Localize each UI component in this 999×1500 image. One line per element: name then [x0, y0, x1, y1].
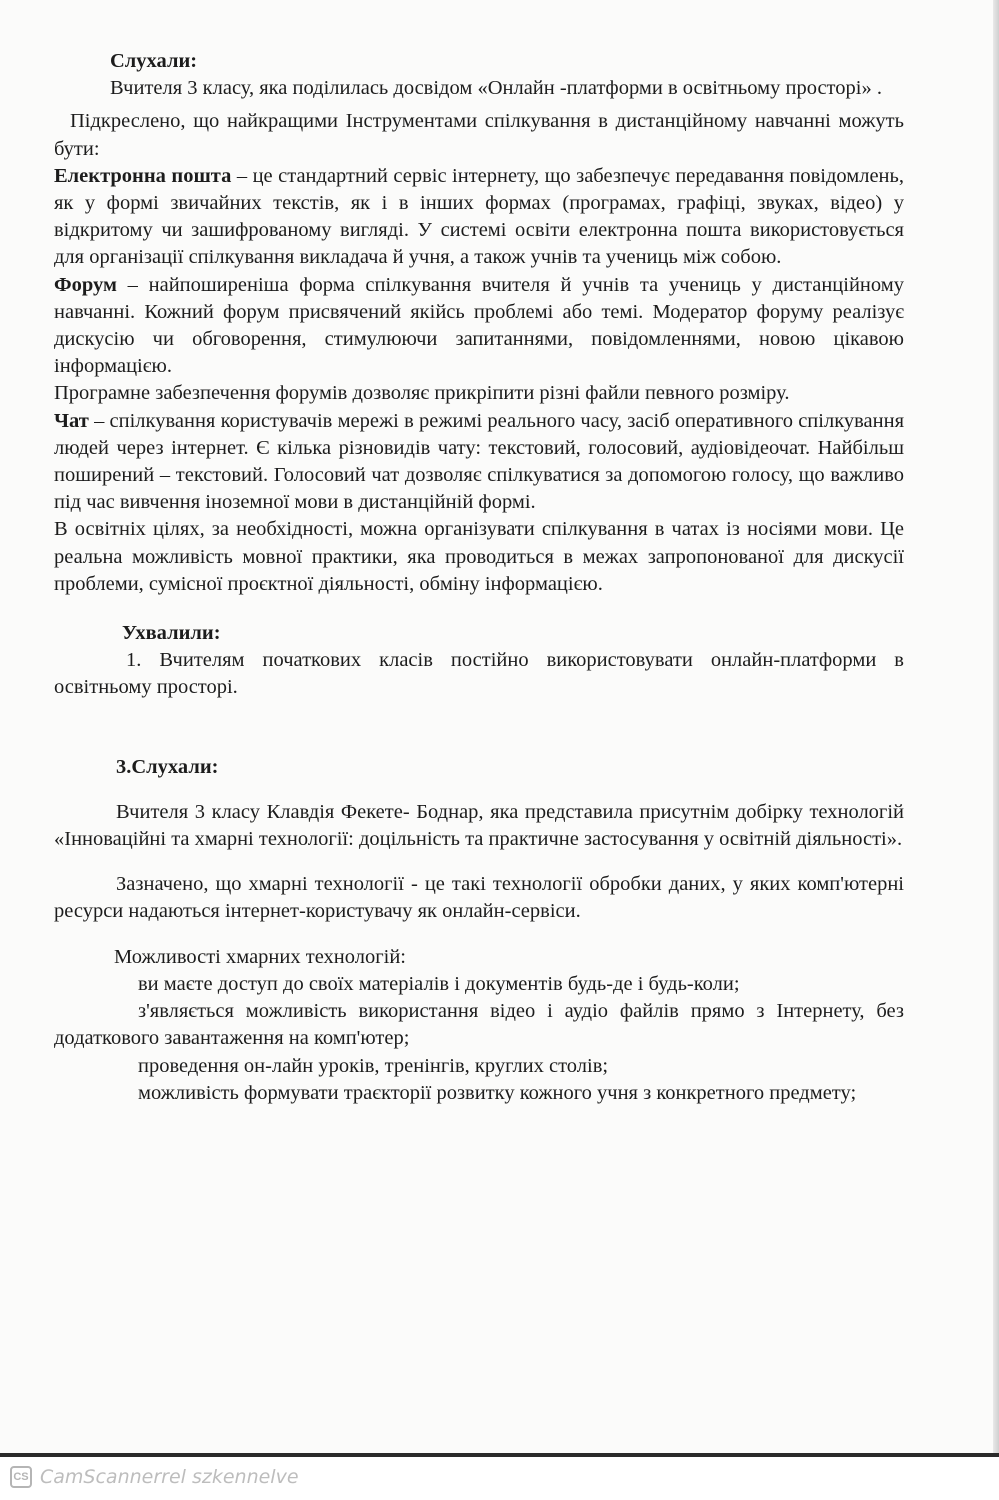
chat-paragraph	[54, 408, 904, 517]
capability-item	[54, 971, 904, 998]
email-term: Електронна пошта	[54, 164, 232, 187]
section-1-paragraph-1	[54, 75, 904, 102]
chat-education-paragraph	[54, 516, 904, 598]
forum-paragraph	[54, 272, 904, 381]
capability-item-1-text: ви маєте доступ до своїх матеріалів і документів будь-де і будь-коли;	[138, 972, 740, 995]
chat-education-text: В освітніх цілях, за необхідності, можна організувати спілкування в чатах із носіями мови. Це реальна можливість мовної практики, яка проводиться в межах запропонованої для дискусії проблеми, сумісної проєктної діяльності, обміну інформацією.	[54, 518, 904, 595]
email-description: – це стандартний сервіс інтернету, що забезпечує передавання повідомлень, як у формі звичайних текстів, як і в інших формах (програмах, графіці, звуках, відео) у відкритому чи зашифрованому вигляді. У системі освіти електронна пошта використовується для організації спілкування викладача й учня, а також учнів та учениць між собою.	[54, 164, 904, 269]
capability-item-2-text: з'являється можливість використання відео і аудіо файлів прямо з Інтернету, без додаткового завантаження на комп'ютер;	[54, 1000, 904, 1050]
spacer	[54, 781, 904, 799]
section-1-paragraph-1-text: Вчителя 3 класу, яка поділилась досвідом «Онлайн -платформи в освітньому просторі» .	[110, 77, 882, 100]
section-1-heading-text: Слухали:	[110, 50, 198, 72]
camscanner-logo-icon: CS	[10, 1466, 32, 1488]
spacer	[54, 598, 904, 620]
resolved-item-1-text: 1. Вчителям початкових класів постійно використовувати онлайн-платформи в освітньому просторі.	[54, 649, 904, 699]
resolved-heading-text: Ухвалили:	[122, 622, 221, 645]
section-3-paragraph-2-text: Зазначено, що хмарні технології - це такі технології обробки даних, у яких комп'ютерні ресурси надаються інтернет-користувачу як онлайн-сервіси.	[54, 873, 904, 923]
scanner-footer	[0, 1458, 999, 1500]
section-1-heading	[54, 48, 904, 75]
resolved-heading	[54, 620, 904, 647]
capabilities-heading	[54, 944, 904, 971]
section-1-paragraph-2-text: Підкреслено, що найкращими Інструментами спілкування в дистанційному навчанні можуть бути:	[54, 110, 904, 160]
resolved-item-1	[54, 647, 904, 701]
section-1-paragraph-2	[54, 108, 904, 162]
section-3-paragraph-2	[54, 871, 904, 925]
page-bottom-edge	[0, 1453, 999, 1457]
capability-item	[54, 1053, 904, 1080]
capability-item-3-text: проведення он-лайн уроків, тренінгів, круглих столів;	[138, 1054, 609, 1077]
page-edge-shadow	[993, 0, 999, 1455]
forum-term: Форум	[54, 273, 117, 296]
chat-description: – спілкування користувачів мережі в режимі реального часу, засіб оперативного спілкування людей через інтернет. Є кілька різновидів чату: текстовий, голосовий, аудіовідеочат. Найбільш поширений – текстовий. Голосовий чат дозволяє спілкуватися за допомогою голосу, що важливо під час вивчення іноземної мови в дистанційній формі.	[54, 409, 904, 514]
forum-files-paragraph	[54, 380, 904, 407]
section-3-heading-text: 3.Слухали:	[116, 755, 219, 778]
scanner-watermark: CamScannerrel szkennelve	[40, 1466, 299, 1488]
section-3-heading	[54, 754, 904, 781]
spacer	[54, 926, 904, 944]
document-body	[54, 48, 904, 1107]
spacer	[54, 853, 904, 871]
section-3-paragraph-1-text: Вчителя 3 класу Клавдія Фекете- Боднар, яка представила присутнім добірку технологій «Інноваційні та хмарні технології: доцільність та практичне застосування у освітній діяльності».	[54, 800, 904, 851]
section-3-paragraph-1	[54, 799, 904, 853]
capability-item	[54, 1080, 904, 1107]
email-paragraph	[54, 163, 904, 272]
forum-description: – найпоширеніша форма спілкування вчителя й учнів та учениць у дистанційному навчанні. Кожний форум присвячений якійсь проблемі або темі. Модератор форуму реалізує дискусію чи обговорення, стимулюючи запитаннями, повідомленнями, новою цікавою інформацією.	[54, 273, 904, 378]
capabilities-heading-text: Можливості хмарних технологій:	[114, 945, 406, 968]
chat-term: Чат	[54, 409, 89, 432]
forum-files-text: Програмне забезпечення форумів дозволяє прикріпити різні файли певного розміру.	[54, 382, 790, 405]
capability-item-4-text: можливість формувати траєкторії розвитку кожного учня з конкретного предмету;	[138, 1081, 857, 1104]
capability-item	[54, 998, 904, 1052]
spacer	[54, 702, 904, 754]
